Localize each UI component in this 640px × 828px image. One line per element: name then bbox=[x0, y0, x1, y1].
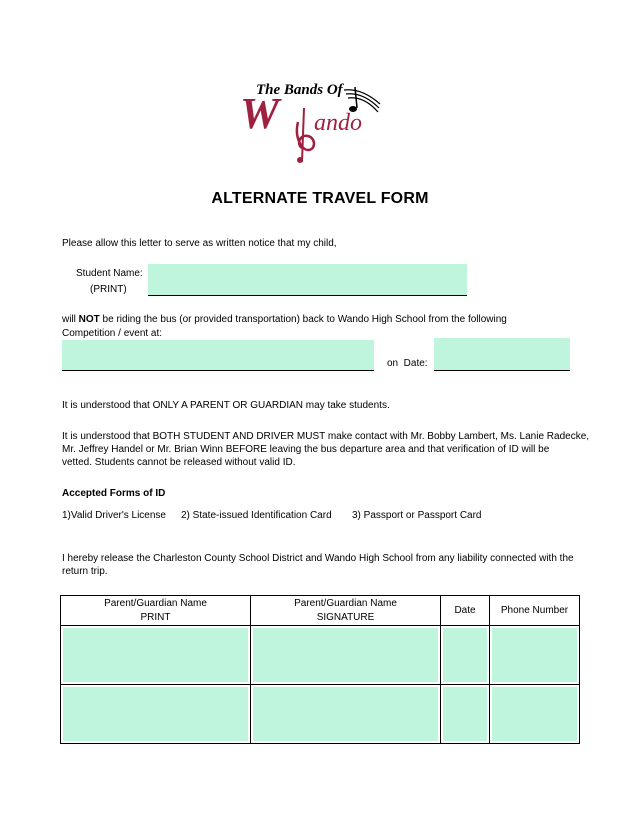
bus-sentence bbox=[62, 314, 507, 325]
contact-note-line3: vetted. Students cannot be released without valid ID. bbox=[62, 457, 296, 468]
id-item-1: 1)Valid Driver's License bbox=[62, 510, 166, 521]
bands-of-wando-logo bbox=[236, 78, 386, 164]
table-row bbox=[61, 685, 580, 744]
row1-signature-input[interactable] bbox=[253, 628, 438, 682]
bus-sentence-not: NOT bbox=[78, 314, 100, 325]
student-name-sublabel: (PRINT) bbox=[90, 284, 127, 295]
header-signature bbox=[251, 596, 441, 626]
bus-sentence-prefix: will bbox=[62, 314, 79, 325]
row1-print-name-input[interactable] bbox=[63, 628, 248, 682]
header-date: Date bbox=[441, 596, 490, 626]
event-location-input[interactable] bbox=[62, 340, 374, 370]
header-print-name-line2: PRINT bbox=[140, 611, 171, 623]
release-line1: I hereby release the Charleston County School District and Wando High School from any liability connected with the bbox=[62, 553, 574, 564]
date-label: on Date: bbox=[387, 358, 428, 369]
row2-date-input[interactable] bbox=[443, 687, 487, 741]
student-name-underline bbox=[148, 295, 467, 296]
row2-print-name-input[interactable] bbox=[63, 687, 248, 741]
table-row bbox=[61, 626, 580, 685]
row2-signature-input[interactable] bbox=[253, 687, 438, 741]
release-line2: return trip. bbox=[62, 566, 108, 577]
header-signature-line1: Parent/Guardian Name bbox=[294, 597, 397, 609]
logo-brand-rest: ando bbox=[314, 110, 362, 136]
date-underline bbox=[434, 370, 570, 371]
header-print-name bbox=[61, 596, 251, 626]
event-location-underline bbox=[62, 370, 374, 371]
parent-note: It is understood that ONLY A PARENT OR GUARDIAN may take students. bbox=[62, 400, 390, 411]
row2-phone-input[interactable] bbox=[492, 687, 577, 741]
bus-sentence-suffix: be riding the bus (or provided transportation) back to Wando High School from the following bbox=[99, 314, 507, 325]
signature-table bbox=[60, 595, 580, 744]
date-input[interactable] bbox=[434, 338, 570, 370]
id-item-3: 3) Passport or Passport Card bbox=[352, 510, 482, 521]
header-signature-line2: SIGNATURE bbox=[316, 611, 375, 623]
id-heading: Accepted Forms of ID bbox=[62, 488, 166, 499]
page-title: ALTERNATE TRAVEL FORM bbox=[211, 190, 429, 207]
header-print-name-line1: Parent/Guardian Name bbox=[104, 597, 207, 609]
logo-top-text: The Bands Of bbox=[256, 82, 343, 98]
contact-note-line2: Mr. Jeffrey Handel or Mr. Brian Winn BEFORE leaving the bus departure area and that verification of ID will be bbox=[62, 444, 550, 455]
id-item-2: 2) State-issued Identification Card bbox=[181, 510, 332, 521]
logo-brand-initial: W bbox=[240, 89, 280, 138]
student-name-input[interactable] bbox=[148, 264, 467, 295]
header-phone: Phone Number bbox=[490, 596, 580, 626]
table-header-row bbox=[61, 596, 580, 626]
row1-phone-input[interactable] bbox=[492, 628, 577, 682]
bus-sentence-line2: Competition / event at: bbox=[62, 328, 163, 339]
intro-text: Please allow this letter to serve as written notice that my child, bbox=[62, 238, 337, 249]
row1-date-input[interactable] bbox=[443, 628, 487, 682]
student-name-label: Student Name: bbox=[76, 268, 143, 279]
contact-note-line1: It is understood that BOTH STUDENT AND DRIVER MUST make contact with Mr. Bobby Lambert, Ms. Lanie Radecke, bbox=[62, 431, 590, 442]
